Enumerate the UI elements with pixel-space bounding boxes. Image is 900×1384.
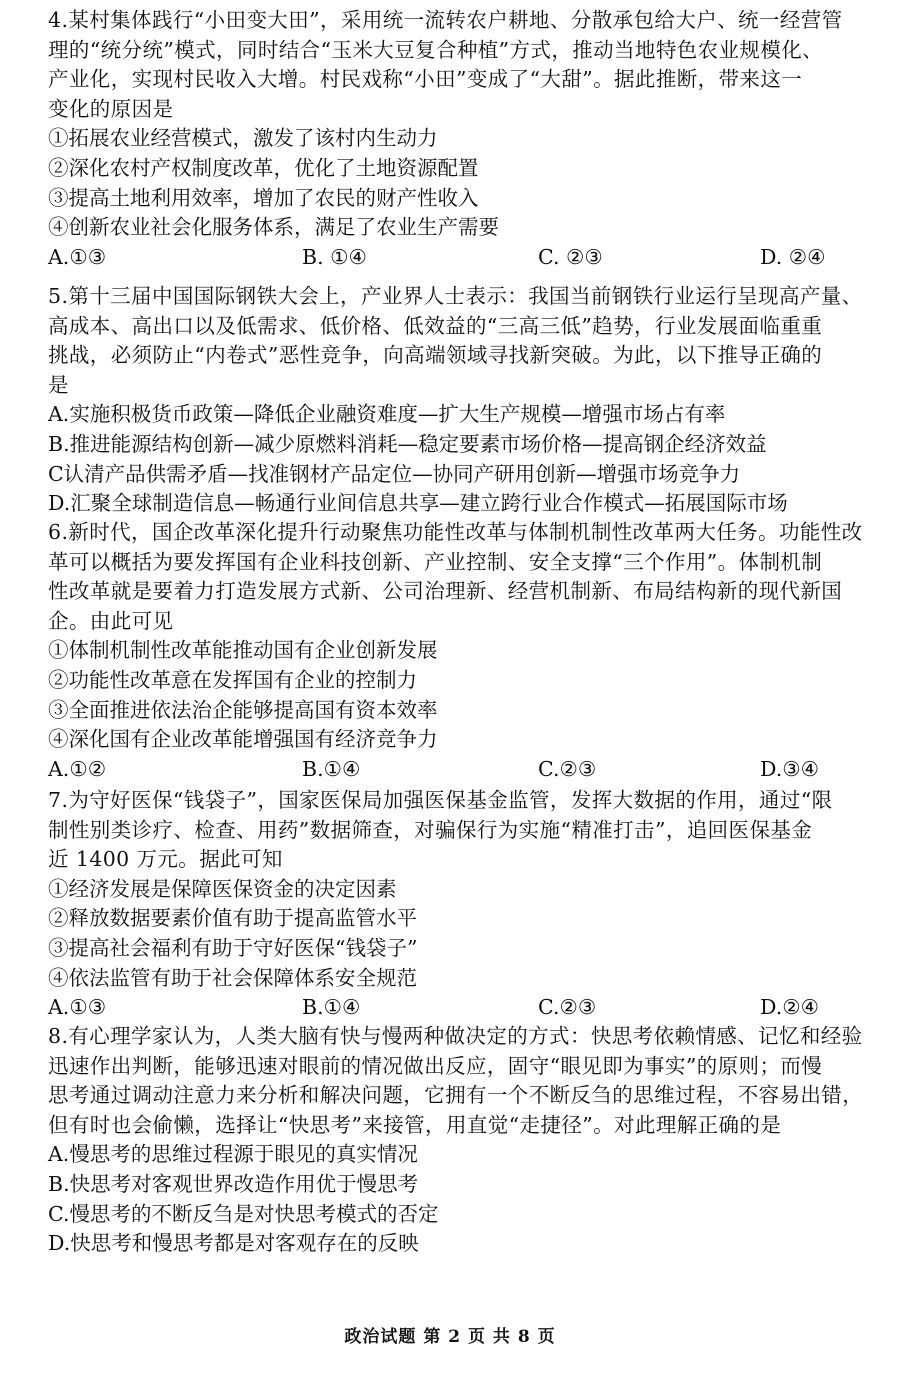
option-b: B.①④ [302, 995, 361, 1020]
question-stem-line: 制性别类诊疗、检查、用药”数据筛查，对骗保行为实施“精准打击”，追回医保基金 [48, 817, 813, 842]
question-4 [48, 6, 884, 272]
question-stem-line: 产业化，实现村民收入大增。村民戏称“小田”变成了“大甜”。据此推断，带来这一 [48, 67, 803, 92]
option-c: C.②③ [538, 756, 597, 781]
option-a: A.实施积极货币政策—降低企业融资难度—扩大生产规模—增强市场占有率 [48, 402, 726, 427]
question-8 [48, 1022, 884, 1259]
option-c: C. ②③ [538, 244, 603, 269]
option-a: A.①② [48, 756, 107, 781]
statement: ①经济发展是保障医保资金的决定因素 [48, 876, 397, 901]
statement: ④创新农业社会化服务体系，满足了农业生产需要 [48, 215, 499, 240]
question-stem-line: 理的“统分统”模式，同时结合“玉米大豆复合种植”方式，推动当地特色农业规模化、 [48, 37, 824, 62]
question-stem-line: 近 1400 万元。据此可知 [48, 847, 283, 872]
option-c: C.②③ [538, 995, 597, 1020]
question-6 [48, 518, 884, 784]
question-stem-line: 高成本、高出口以及低需求、低价格、低效益的“三高三低”趋势，行业发展面临重重 [48, 313, 823, 338]
option-d: D. ②④ [760, 244, 826, 269]
option-b: B.①④ [302, 756, 361, 781]
option-a: A.①③ [48, 995, 107, 1020]
question-stem-line: 企。由此可见 [48, 608, 174, 633]
question-stem-line: 5.第十三届中国国际钢铁大会上，产业界人士表示：我国当前钢铁行业运行呈现高产量、 [48, 284, 863, 308]
option-b: B.推进能源结构创新—减少原燃料消耗—稳定要素市场价格—提高钢企经济效益 [48, 431, 767, 456]
question-stem-line: 4.某村集体践行“小田变大田”，采用统一流转农户耕地、分散承包给大户、统一经营管 [48, 8, 843, 32]
question-5 [48, 282, 884, 519]
option-b: B. ①④ [302, 244, 367, 269]
question-stem-line: 但有时也会偷懒，选择让“快思考”来接管，用直觉“走捷径”。对此理解正确的是 [48, 1112, 782, 1137]
option-row [48, 243, 884, 273]
question-stem-line: 变化的原因是 [48, 96, 174, 121]
statement: ④深化国有企业改革能增强国有经济竞争力 [48, 727, 438, 752]
option-a: A.慢思考的思维过程源于眼见的真实情况 [48, 1142, 418, 1167]
statement: ③全面推进依法治企能够提高国有资本效率 [48, 697, 438, 722]
question-stem-line: 迅速作出判断，能够迅速对眼前的情况做出反应，固守“眼见即为事实”的原则；而慢 [48, 1053, 823, 1078]
option-d: D.③④ [760, 756, 819, 781]
option-a: A.①③ [48, 244, 107, 269]
question-stem-line: 革可以概括为要发挥国有企业科技创新、产业控制、安全支撑“三个作用”。体制机制 [48, 549, 823, 574]
option-c: C.慢思考的不断反刍是对快思考模式的否定 [48, 1201, 439, 1226]
statement: ③提高土地利用效率，增加了农民的财产性收入 [48, 185, 479, 210]
statement: ②释放数据要素价值有助于提高监管水平 [48, 906, 417, 931]
statement: ①体制机制性改革能推动国有企业创新发展 [48, 638, 438, 663]
statement: ②功能性改革意在发挥国有企业的控制力 [48, 667, 417, 692]
question-stem-line: 性改革就是要着力打造发展方式新、公司治理新、经营机制新、布局结构新的现代新国 [48, 579, 843, 604]
option-b: B.快思考对客观世界改造作用优于慢思考 [48, 1171, 419, 1196]
question-stem-line: 是 [48, 372, 69, 397]
question-stem-line: 8.有心理学家认为，人类大脑有快与慢两种做决定的方式：快思考依赖情感、记忆和经验 [48, 1024, 863, 1048]
option-row [48, 993, 884, 1023]
statement: ③提高社会福利有助于守好医保“钱袋子” [48, 935, 418, 960]
statement: ②深化农村产权制度改革，优化了土地资源配置 [48, 155, 479, 180]
question-stem-line: 思考通过调动注意力来分析和解决问题，它拥有一个不断反刍的思维过程，不容易出错， [48, 1083, 864, 1108]
option-d: D.②④ [760, 995, 819, 1020]
statement: ①拓展农业经营模式，激发了该村内生动力 [48, 126, 438, 151]
question-stem-line: 7.为守好医保“钱袋子”，国家医保局加强医保基金监管，发挥大数据的作用，通过“限 [48, 788, 833, 812]
page-footer: 政治试题 第 2 页 共 8 页 [344, 1327, 556, 1347]
option-c: C认清产品供需矛盾—找准钢材产品定位—协同产研用创新—增强市场竞争力 [48, 461, 741, 486]
option-row [48, 755, 884, 785]
question-stem-line: 挑战，必须防止“内卷式”恶性竞争，向高端领域寻找新突破。为此，以下推导正确的 [48, 343, 823, 368]
statement: ④依法监管有助于社会保障体系安全规范 [48, 965, 417, 990]
option-d: D.汇聚全球制造信息—畅通行业间信息共享—建立跨行业合作模式—拓展国际市场 [48, 491, 788, 516]
question-stem-line: 6.新时代，国企改革深化提升行动聚焦功能性改革与体制机制性改革两大任务。功能性改 [48, 520, 863, 544]
question-7 [48, 786, 884, 1023]
option-d: D.快思考和慢思考都是对客观存在的反映 [48, 1231, 419, 1256]
